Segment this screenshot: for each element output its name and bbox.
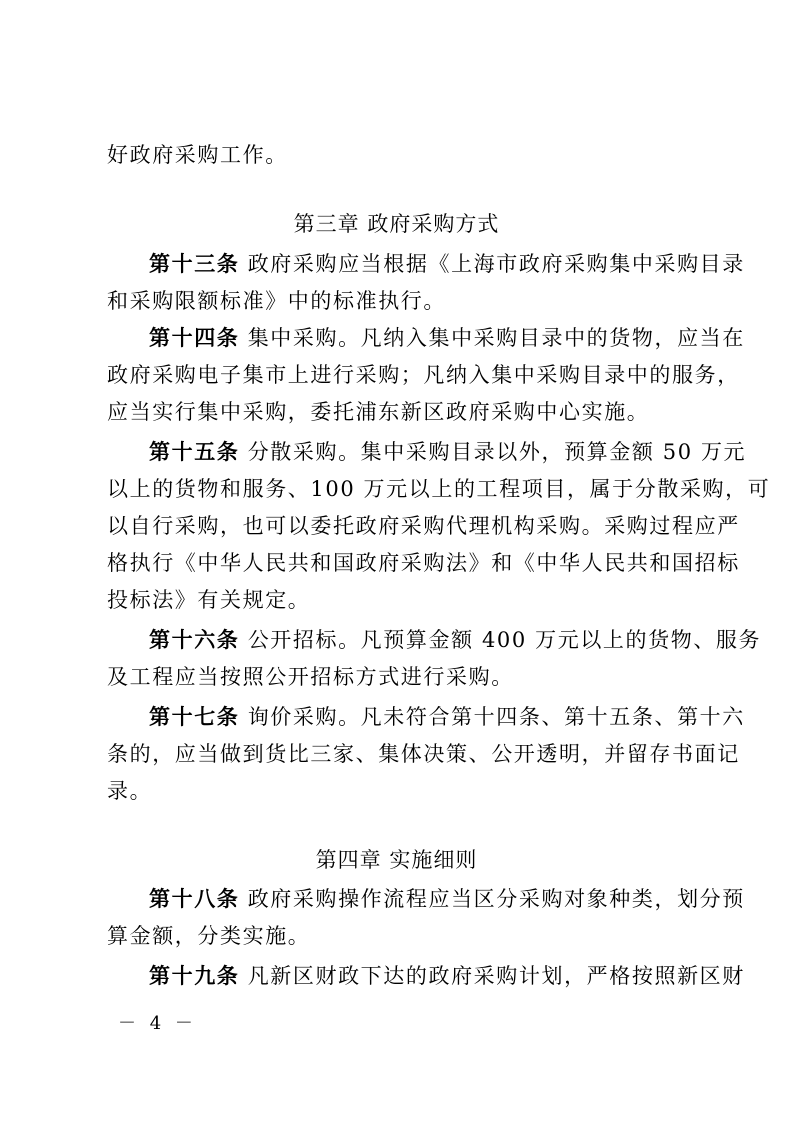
article-15-text-line: 投标法》有关规定。: [107, 588, 311, 612]
article-19-text: 凡新区财政下达的政府采购计划，严格按照新区财: [247, 964, 745, 988]
article-18-number: 第十八条: [149, 887, 240, 911]
article-13-number: 第十三条: [149, 252, 240, 276]
article-13-text: 政府采购应当根据《上海市政府采购集中采购目录: [247, 252, 745, 276]
intro-text-line: 好政府采购工作。: [107, 143, 288, 167]
article-15-text-line: 以上的货物和服务、100 万元以上的工程项目，属于分散采购，可: [107, 477, 771, 501]
article-18-text: 政府采购操作流程应当区分采购对象种类，划分预: [247, 887, 745, 911]
article-16-text-line: 及工程应当按照公开招标方式进行采购。: [107, 665, 514, 689]
article-14-text-line: 应当实行集中采购，委托浦东新区政府采购中心实施。: [107, 400, 650, 424]
chapter-3-heading: 第三章 政府采购方式: [293, 212, 500, 236]
article-19-number: 第十九条: [149, 964, 240, 988]
article-17-text-line: 录。: [107, 779, 153, 803]
article-13-paragraph: [149, 250, 745, 278]
article-15-paragraph: [149, 438, 747, 466]
article-16-text: 公开招标。凡预算金额 400 万元以上的货物、服务: [247, 628, 762, 652]
article-14-paragraph: [149, 324, 745, 352]
article-19-paragraph: [149, 962, 745, 990]
article-16-paragraph: [149, 626, 762, 654]
article-13-text-line: 和采购限额标准》中的标准执行。: [107, 289, 446, 313]
article-15-number: 第十五条: [149, 440, 240, 464]
chapter-4-heading: 第四章 实施细则: [315, 848, 478, 872]
article-14-text-line: 政府采购电子集市上进行采购；凡纳入集中采购目录中的服务，: [107, 363, 740, 387]
article-15-text-line: 以自行采购，也可以委托政府采购代理机构采购。采购过程应严: [107, 514, 740, 538]
article-18-text-line: 算金额，分类实施。: [107, 924, 311, 948]
article-17-text: 询价采购。凡未符合第十四条、第十五条、第十六: [247, 705, 745, 729]
article-15-text-line: 格执行《中华人民共和国政府采购法》和《中华人民共和国招标: [107, 551, 740, 575]
article-16-number: 第十六条: [149, 628, 240, 652]
article-14-text: 集中采购。凡纳入集中采购目录中的货物，应当在: [247, 326, 745, 350]
page-number: － 4 －: [118, 1013, 197, 1034]
article-15-text: 分散采购。集中采购目录以外，预算金额 50 万元: [247, 440, 747, 464]
article-17-paragraph: [149, 703, 745, 731]
article-17-number: 第十七条: [149, 705, 240, 729]
article-18-paragraph: [149, 885, 745, 913]
article-17-text-line: 条的，应当做到货比三家、集体决策、公开透明，并留存书面记: [107, 742, 740, 766]
article-14-number: 第十四条: [149, 326, 240, 350]
